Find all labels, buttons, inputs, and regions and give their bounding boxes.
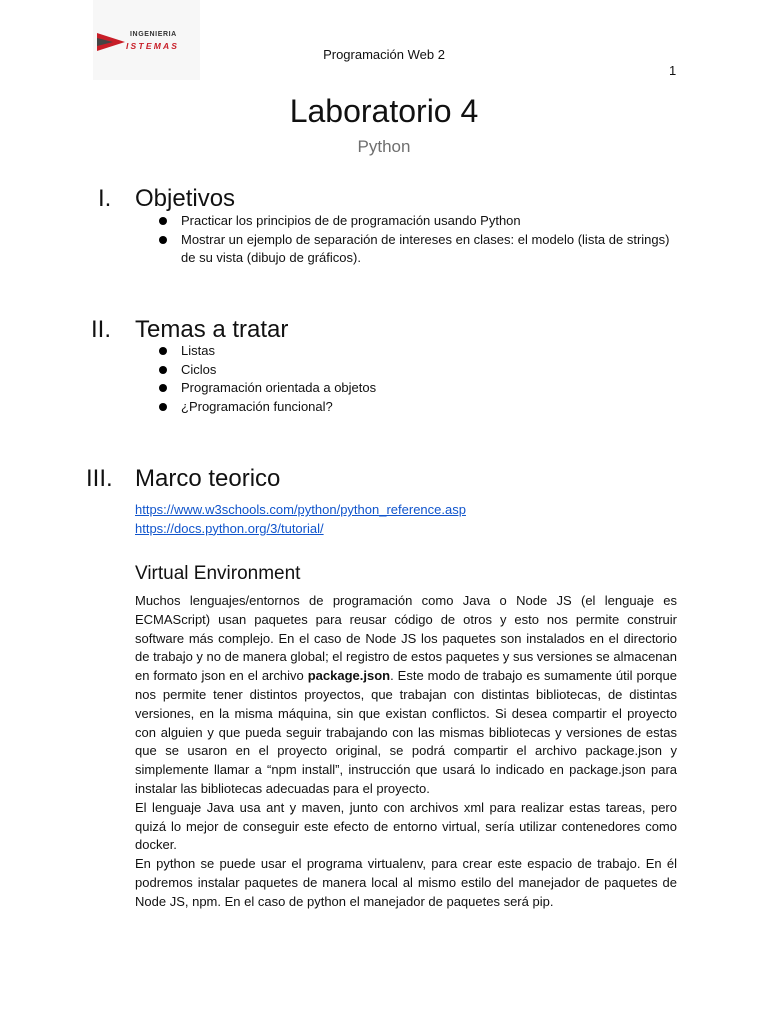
paragraph (135, 592, 677, 799)
list-item: Ciclos (155, 361, 675, 380)
logo-text-sistemas: ISTEMAS (126, 41, 180, 51)
paragraph-text: . Este modo de trabajo es sumamente útil porque nos permite tener distintos proyectos, que trabajan con distintas bibliotecas, de distintas versiones, en la misma máquina, sin que existan conflictos. Si desea compartir el proyecto con alguien y que pueda seguir trabajando con las mismas bibliotecas y versiones de estas que se usaron en el proyecto original, se podrá compartir el archivo package.json y simplemente llamar a “npm install”, instrucción que usará lo indicado en package.json para instalar las bibliotecas adecuadas para el proyecto. (135, 668, 677, 796)
section-2-number: II. (91, 316, 112, 343)
reference-links (135, 501, 466, 538)
document-subtitle: Python (357, 137, 411, 156)
section-3-number: III. (86, 465, 113, 492)
section-1-title: Objetivos (135, 185, 236, 212)
paragraph: En python se puede usar el programa virtualenv, para crear este espacio de trabajo. En él podremos instalar paquetes de manera local al mismo estilo del manejador de paquetes de Node JS, npm. En el caso de python el manejador de paquetes será pip. (135, 856, 677, 909)
page-number: 1 (669, 63, 677, 78)
university-logo (93, 0, 200, 80)
link-w3schools[interactable]: https://www.w3schools.com/python/python_reference.asp (135, 502, 466, 517)
paragraph: El lenguaje Java usa ant y maven, junto con archivos xml para realizar estas tareas, pero quizá lo mejor de conseguir este efecto de entorno virtual, sería utilizar contenedores como docker. (135, 799, 677, 853)
section-2-title: Temas a tratar (135, 316, 289, 343)
link-python-docs[interactable]: https://docs.python.org/3/tutorial/ (135, 520, 324, 536)
document-title: Laboratorio 4 (289, 93, 479, 129)
list-item: Mostrar un ejemplo de separación de intereses en clases: el modelo (lista de strings) de su vista (dibujo de gráficos). (155, 231, 675, 268)
section-1-list (155, 212, 675, 268)
section-3-title: Marco teorico (135, 465, 281, 492)
list-item: ¿Programación funcional? (155, 398, 675, 417)
section-1-number: I. (98, 185, 112, 212)
list-item: Listas (155, 342, 675, 361)
logo-text-ingenieria: INGENIERIA (130, 31, 177, 38)
section-2-list (155, 342, 675, 417)
body-text (135, 592, 677, 912)
list-item: Practicar los principios de de programación usando Python (155, 212, 675, 231)
keyword-package-json: package.json (307, 668, 391, 684)
paragraph-text: Muchos lenguajes/entornos de programación como Java o Node JS (el lenguaje es ECMAScript) usan paquetes para reusar código de otros y esto nos permite construir software más complejo. En el caso de Node JS los paquetes son instalados en el directorio de trabajo y no de manera global; el registro de estos paquetes y sus versiones se almacenan en formato json en el archivo (135, 593, 677, 684)
list-item: Programación orientada a objetos (155, 379, 675, 398)
header-title: Programación Web 2 (323, 47, 445, 62)
subheading-virtual-environment: Virtual Environment (135, 563, 301, 584)
